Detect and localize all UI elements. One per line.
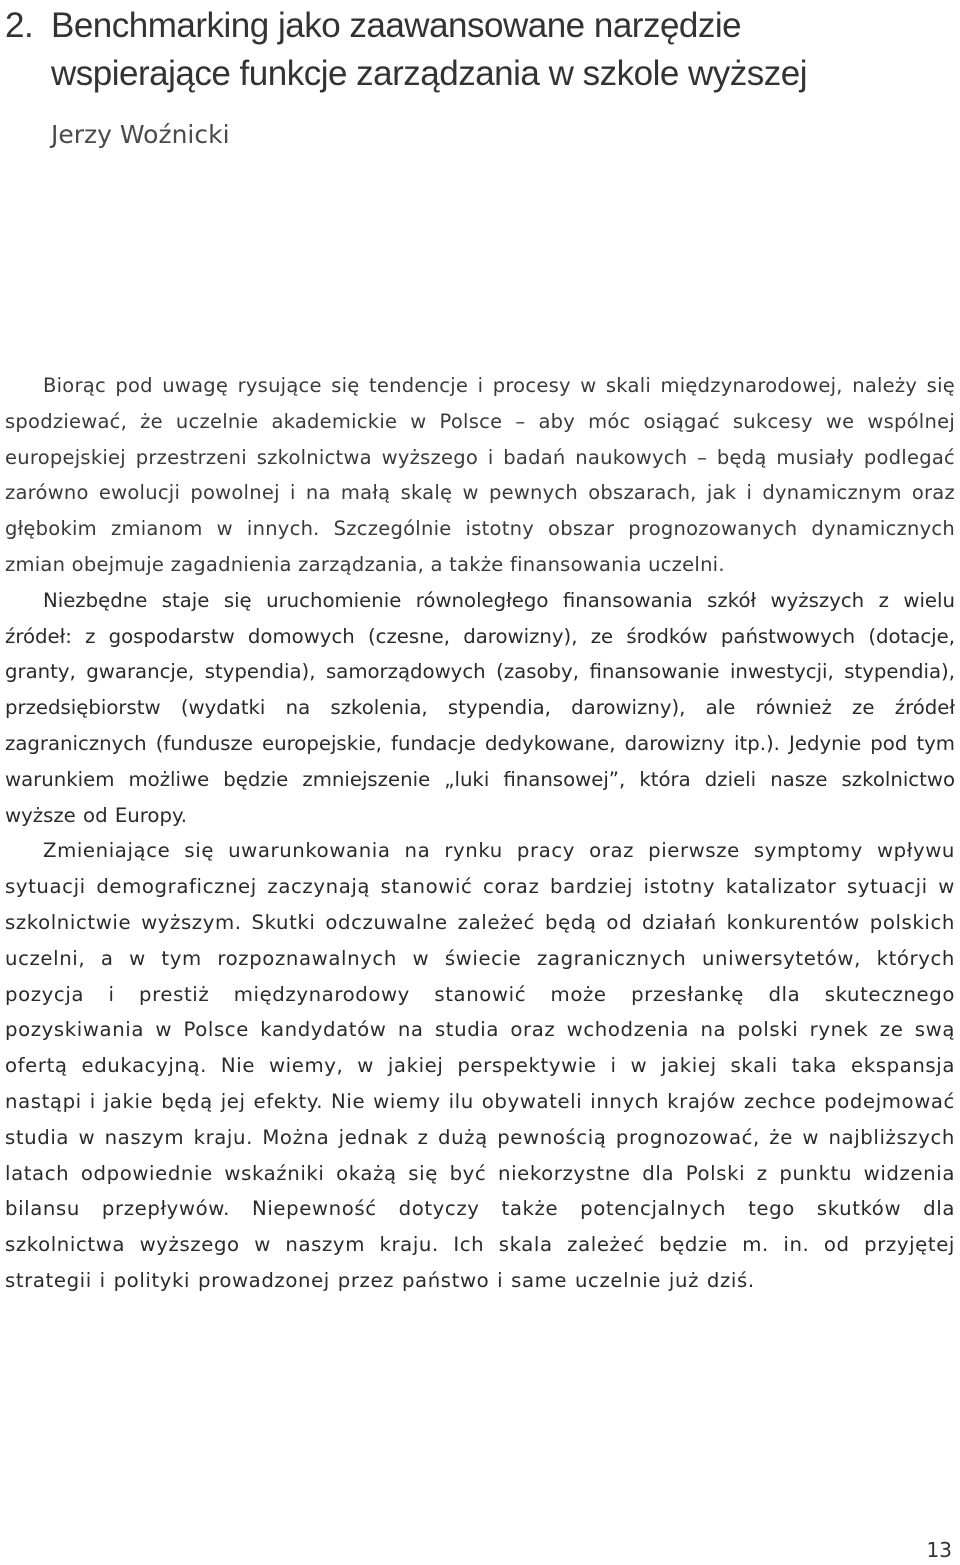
chapter-title-line-2: wspierające funkcje zarządzania w szkole wyższej <box>51 54 808 93</box>
paragraph: Niezbędne staje się uruchomienie równoległego finansowania szkół wyższych z wielu źródeł: z gospodarstw domowych (czesne, darowizny), ze środków państwowych (dotacje, granty, gwarancje, stypendia), samorządowych (zasoby, finansowanie inwestycji, stypendia), przedsiębiorstw (wydatki na szkolenia, stypendia, darowizny), ale również ze źródeł zagranicznych (fundusze europejskie, fundacje dedykowane, darowizny itp.). Jedynie pod tym warunkiem możliwe będzie zmniejszenie „luki finansowej”, która dzieli nasze szkolnictwo wyższe od Europy. <box>5 588 955 827</box>
chapter-title <box>5 2 945 98</box>
chapter-title-line-1: Benchmarking jako zaawansowane narzędzie <box>51 6 742 45</box>
chapter-number: 2. <box>5 6 34 45</box>
paragraph: Biorąc pod uwagę rysujące się tendencje i procesy w skali międzynarodowej, należy się spodziewać, że uczelnie akademickie w Polsce – aby móc osiągać sukcesy we wspólnej europejskiej przestrzeni szkolnictwa wyższego i badań naukowych – będą musiały podlegać zarówno ewolucji powolnej i na małą skalę w pewnych obszarach, jak i dynamicznym oraz głębokim zmianom w innych. Szczególnie istotny obszar prognozowanych dynamicznych zmian obejmuje zagadnienia zarządzania, a także finansowania uczelni. <box>5 374 955 576</box>
author-name: Jerzy Woźnicki <box>51 120 230 149</box>
chapter-body <box>5 368 955 1299</box>
paragraph: Zmieniające się uwarunkowania na rynku pracy oraz pierwsze symptomy wpływu sytuacji demograficznej zaczynają stanowić coraz bardziej istotny katalizator sytuacji w szkolnictwie wyższym. Skutki odczuwalne zależeć będą od działań konkurentów polskich uczelni, a w tym rozpoznawalnych w świecie zagranicznych uniwersytetów, których pozycja i prestiż międzynarodowy stanowić może przesłankę dla skutecznego pozyskiwania w Polsce kandydatów na studia oraz wchodzenia na polski rynek ze swą ofertą edukacyjną. Nie wiemy, w jakiej perspektywie i w jakiej skali taka ekspansja nastąpi i jakie będą jej efekty. Nie wiemy ilu obywateli innych krajów zechce podejmować studia w naszym kraju. Można jednak z dużą pewnością prognozować, że w najbliższych latach odpowiednie wskaźniki okażą się być niekorzystne dla Polski z punktu widzenia bilansu przepływów. Niepewność dotyczy także potencjalnych tego skutków dla szkolnictwa wyższego w naszym kraju. Ich skala zależeć będzie m. in. od przyjętej strategii i polityki prowadzonej przez państwo i same uczelnie już dziś. <box>5 839 955 1292</box>
page-number: 13 <box>926 1538 952 1562</box>
